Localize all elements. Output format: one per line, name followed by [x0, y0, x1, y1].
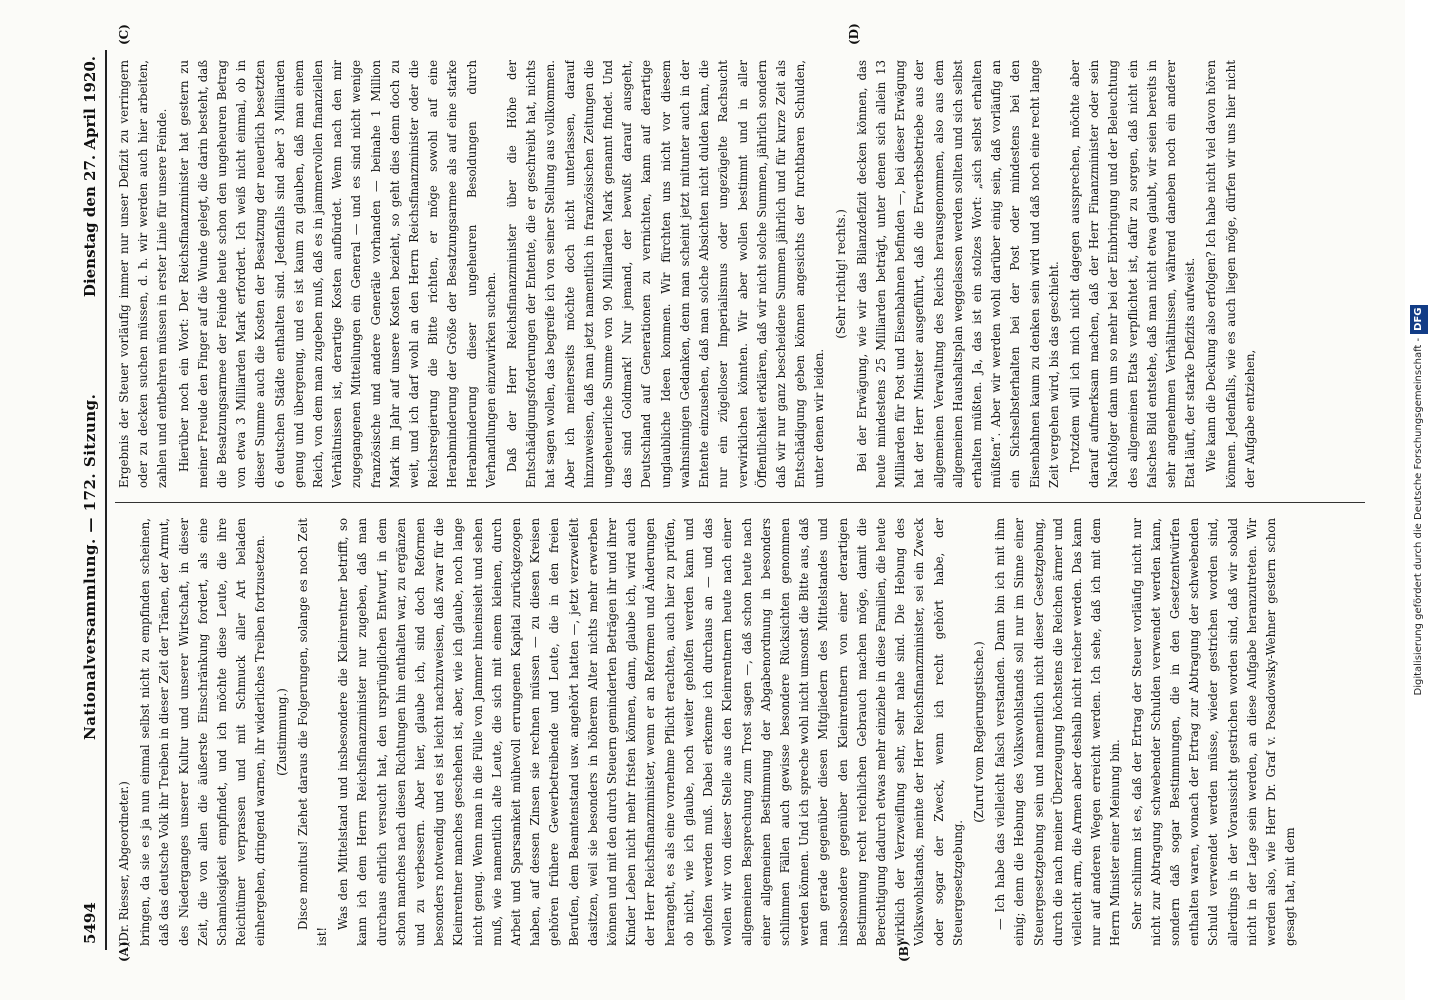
page-title: Nationalversammlung. — 172. Sitzung.	[81, 393, 99, 740]
paragraph: Daß der Herr Reichsfinanzminister über die Höhe der Entschädigungsforderungen der Entente, die er geschreibt hat, nichts hat sagen wollen, das begreife ich von seiner Stellung aus vollkommen. Aber ich meinerseits möchte doch nicht unterlassen, darauf hinzuweisen, daß man jetzt namentlich in französischen Zeitungen die ungeheuerliche Summe von 90 Milliarden Mark genannt findet. Und das sind Goldmark! Nur jemand, der bewußt darauf ausgeht, Deutschland auf Generationen zu vernichten, kann auf derartige unglaubliche Ideen kommen. Wir fürchten uns nicht vor diesem wahnsinnigen Gedanken, denn man scheint jetzt mitunter auch in der Entente einzusehen, daß man solche Absichten nicht dulden kann, die nur ein zügelloser Imperialismus oder ungezügelte Rachsucht verwirklichen könnten. Wir aber wollen bestimmt und in aller Öffentlichkeit erklären, daß wir nicht solche Summen, jährlich sondern daß wir nur ganz bescheidene Summen jährlich und für kurze Zeit als Entschädigung geben können angesichts der furchtbaren Schulden, unter denen wir leiden.	[505, 60, 827, 488]
dfg-logo: DFG	[1410, 305, 1428, 334]
digitization-credit	[1410, 120, 1428, 880]
credit-text: Digitalisierung gefördert durch die Deutsche Forschungsgemeinschaft -	[1413, 337, 1424, 696]
interjection: (Sehr richtig! rechts.)	[833, 209, 848, 339]
paragraph: Sehr schlimm ist es, daß der Ertrag der Steuer vorläufig nicht nur nicht zur Abtragung schwebender Schulden verwendet werden kann, sondern daß sogar Bestimmungen, die in den Gesetzentwürfen enthalten waren, wonach der Ertrag zur Abtragung der schwebenden Schuld verwendet werden müsse, wieder gestrichen worden sind, allerdings in der Voraussicht gestrichen worden sind, daß wir sobald nicht in der Lage sein werden, an diese Aufgabe heranzutreten. Wir werden also, wie Herr Dr. Graf v. Posadowsky-Wehner gestern schon gesagt hat, mit dem	[1129, 518, 1298, 946]
paragraph: Ergebnis der Steuer vorläufig immer nur unser Defizit zu verringern oder zu decken suchen müssen, d. h. wir werden auch hier arbeiten, zahlen und entbehren müssen in erster Linie für unsere Feinde.	[117, 60, 170, 488]
margin-marker-a: (A)	[117, 941, 131, 962]
paragraph: Disce monitus! Ziehet daraus die Folgerungen, solange es noch Zeit ist!	[295, 518, 330, 946]
interjection: (Zustimmung.)	[274, 688, 289, 776]
interjection: (Zuruf vom Regierungstische.)	[971, 641, 986, 823]
right-column	[115, 60, 1365, 488]
speaker-note: (Dr. Riesser, Abgeordneter.)	[117, 781, 131, 946]
paragraph: Was den Mittelstand und insbesondere die Kleinrentner betrifft, so kann ich dem Herrn Reichsfinanzminister nur zugeben, daß man durchaus ehrlich versucht hat, den ursprünglichen Entwurf, in dem schon manches nach diesen Richtungen hin enthalten war, zu ergänzen und zu verbessern. Aber hier, glaube ich, sind doch Reformen besonders notwendig und es ist leicht nachzuweisen, daß zwar für die Kleinrentner manches geschehen ist, aber, wie ich glaube, noch lange nicht genug. Wenn man in die Fülle von Jammer hineinsieht und sehen muß, wie namentlich alte Leute, die sich mit einem kleinen, durch Arbeit und Sparsamkeit mühevoll errungenen Kapital zurückgezogen haben, auf dessen Zinsen sie rechnen müssen — zu diesen Kreisen gehören frühere Gewerbetreibende und Leute, die in den freien Berufen, dem Beamtenstand usw. angehört hatten —, jetzt verzweifelt dasitzen, weil sie besonders in höherem Alter nichts mehr erwerben können und mit den durch Steuern geminderten Beträgen ihr und ihrer Kinder Leben nicht mehr fristen können, dann, glaube ich, wird auch der Herr Reichsfinanzminister, wenn er an Reformen und Änderungen herangeht, es als eine vornehme Pflicht erachten, auch hier zu prüfen, ob nicht, wie ich glaube, noch weiter geholfen werden kann und geholfen werden muß. Dabei erkenne ich durchaus an — und das wollen wir von dieser Stelle aus den Kleinrentnern heute nach einer allgemeinen Besprechung zum Trost sagen —, daß schon heute nach einer allgemeinen Bestimmung der Abgabenordnung in besonders schlimmen Fällen auch gewisse besondere Rücksichten genommen werden können. Und ich spreche wohl nicht umsonst die Bitte aus, daß man gerade gegenüber diesen Mitgliedern des Mittelstandes und insbesondere gegenüber den Kleinrentnern von einer derartigen Bestimmung recht reichlichen Gebrauch machen möge, damit die Berechtigung dadurch etwas mehr einziehe in diese Familien, die heute wirklich der Verzweiflung sehr, sehr nahe sind. Die Hebung des Volkswohlstands, meinte der Herr Reichsfinanzminister, sei ein Zweck oder sogar der Zweck, wenn ich recht gehört habe, der Steuergesetzgebung.	[336, 518, 965, 946]
page-header	[57, 50, 107, 950]
left-column	[115, 518, 1365, 946]
paragraph: Wie kann die Deckung also erfolgen? Ich habe nicht viel davon hören können. Jedenfalls, wie es auch liegen möge, dürfen wir uns hier nicht der Aufgabe entziehen,	[1204, 60, 1257, 488]
paragraph: — Ich habe das vielleicht falsch verstanden. Dann bin ich mit ihm einig; denn die Hebung des Volkswohlstands soll nur im Sinne einer Steuergesetzgebung sein und namentlich nicht dieser Gesetzgebung, durch die nach meiner Überzeugung höchstens die Reichen ärmer und vielleicht arm, die Armen aber deshalb nicht reicher werden. Das kann nur auf anderen Wegen erreicht werden. Ich sehe, daß ich mit dem Herrn Minister einer Meinung bin.	[993, 518, 1123, 946]
paragraph: bringen, da sie es ja nun einmal selbst nicht zu empfinden scheinen, daß das deutsche Volk ihr Treiben in dieser Zeit der Tränen, der Armut, des Niederganges unserer Kultur und unserer Wirtschaft, in dieser Zeit, die von allen die äußerste Einschränkung fordert, als eine Schamlosigkeit empfindet, und ich möchte diese Leute, die ihre Reichtümer verprassen und mit Schmuck aller Art beladen einhergehen, dringend warnen, ihr widerliches Treiben fortzusetzen.	[138, 518, 268, 946]
column-divider	[115, 502, 1365, 503]
paragraph: Bei der Erwägung, wie wir das Bilanzdefizit decken können, das heute mindestens 25 Milliarden beträgt, unter denen sich allein 13 Milliarden für Post und Eisenbahnen befinden —, bei dieser Erwägung hat der Herr Minister ausgeführt, daß die Erwerbsbetriebe aus der allgemeinen Verwaltung des Reichs herausgenommen, also aus dem allgemeinen Haushaltsplan weggelassen werden sollten und sich selbst erhalten müßten. Ja, das ist ein stolzes Wort: „sich selbst erhalten müßten“. Aber wir werden wohl darüber einig sein, daß vorläufig an ein Sichselbsterhalten bei der Post oder mindestens bei den Eisenbahnen kaum zu denken sein wird und daß noch eine recht lange Zeit vergehen wird, bis das geschieht.	[854, 60, 1061, 488]
page-date: Dienstag den 27. April 1920.	[81, 56, 99, 298]
page-number: 5494	[81, 902, 99, 944]
margin-marker-b: (B)	[897, 940, 911, 962]
paragraph: Trotzdem will ich mich nicht dagegen aussprechen, möchte aber darauf aufmerksam machen, daß der Herr Finanzminister oder sein Nachfolger dann um so mehr bei der Einbringung und der Beleuchtung des allgemeinen Etats verpflichtet ist, dafür zu sorgen, daß nicht ein falsches Bild entstehe, daß man nicht etwa glaubt, wir seien bereits in sehr angenehmen Verhältnissen, während daneben noch ein anderer Etat läuft, der starke Defizits aufweist.	[1067, 60, 1198, 488]
paragraph: Hierüber noch ein Wort: Der Reichsfinanzminister hat gestern zu meiner Freude den Finger auf die Wunde gelegt, die darin besteht, daß die Besatzungsarmee der Feinde heute schon den ungeheuren Betrag von etwa 3 Milliarden Mark erfordert. Ich weiß nicht einmal, ob in dieser Summe auch die Kosten der Besatzung der neuerlich besetzten 6 deutschen Städte enthalten sind. Jedenfalls sind aber 3 Milliarden genug und übergenug, und es ist kaum zu glauben, daß man einem Reich, von dem man zugeben muß, daß es in jammervollen finanziellen Verhältnissen ist, derartige Kosten aufbürdet. Wenn nach den mir zugegangenen Mitteilungen ein General — und es sind nicht wenige französische und andere Generäle vorhanden — beinahe 1 Million Mark im Jahr auf unsere Kosten bezieht, so geht dies denn doch zu weit, und ich darf wohl an den Herrn Reichsfinanzminister oder die Reichsregierung die Bitte richten, er möge sowohl auf eine Herabminderung der Größe der Besatzungsarmee als auf eine starke Herabminderung dieser ungeheuren Besoldungen durch Verhandlungen einzuwirken suchen.	[176, 60, 498, 488]
margin-marker-c: (C)	[117, 24, 131, 45]
rotated-page	[57, 23, 1377, 962]
margin-marker-d: (D)	[847, 23, 861, 45]
